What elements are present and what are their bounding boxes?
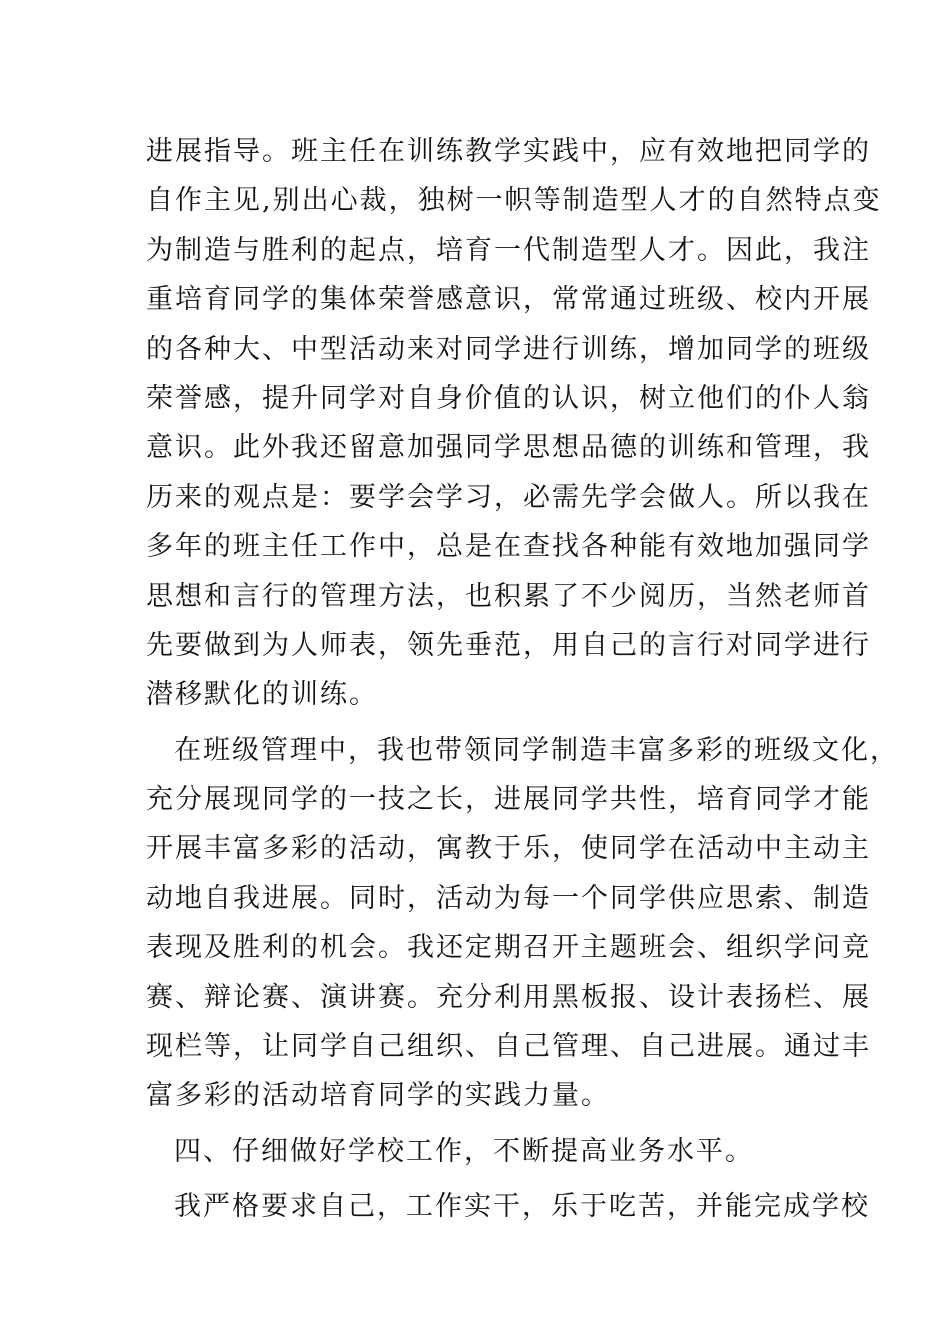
- text-line: 我严格要求自己，工作实干，乐于吃苦，并能完成学校: [174, 1191, 870, 1223]
- text-line: 在班级管理中，我也带领同学制造丰富多彩的班级文化，: [174, 734, 899, 766]
- paragraph-school-work: [146, 1182, 870, 1231]
- text-line: 潜移默化的训练。: [146, 679, 378, 711]
- text-line: 富多彩的活动培育同学的实践力量。: [146, 1080, 610, 1112]
- text-line: 开展丰富多彩的活动，寓教于乐，使同学在活动中主动主: [146, 833, 871, 865]
- text-line: 历来的观点是：要学会学习，必需先学会做人。所以我在: [146, 481, 871, 513]
- text-line: 进展指导。班主任在训练教学实践中，应有效地把同学的: [146, 136, 871, 167]
- text-line: 重培育同学的集体荣誉感意识，常常通过班级、校内开展: [146, 284, 871, 316]
- text-line: 动地自我进展。同时，活动为每一个同学供应思索、制造: [146, 882, 871, 914]
- text-line: 现栏等，让同学自己组织、自己管理、自己进展。通过丰: [146, 1031, 871, 1063]
- text-line: 赛、辩论赛、演讲赛。充分利用黑板报、设计表扬栏、展: [146, 981, 871, 1013]
- text-line: 表现及胜利的机会。我还定期召开主题班会、组织学问竞: [146, 932, 871, 964]
- document-body: [146, 127, 899, 1232]
- text-line: 为制造与胜利的起点，培育一代制造型人才。因此，我注: [146, 234, 871, 266]
- text-line: 荣誉感，提升同学对自身价值的认识，树立他们的仆人翁: [146, 382, 871, 414]
- text-line: 意识。此外我还留意加强同学思想品德的训练和管理，我: [146, 432, 871, 464]
- text-line: 思想和言行的管理方法，也积累了不少阅历，当然老师首: [146, 580, 871, 612]
- text-line: 充分展现同学的一技之长，进展同学共性，培育同学才能: [146, 784, 871, 816]
- paragraph-continued: [146, 127, 882, 720]
- text-line: 的各种大、中型活动来对同学进行训练，增加同学的班级: [146, 333, 871, 365]
- text-line: 多年的班主任工作中，总是在查找各种能有效地加强同学: [146, 531, 871, 563]
- paragraph-class-culture: [146, 726, 899, 1121]
- text-line: 自作主见,别出心裁，独树一帜等制造型人才的自然特点变: [146, 185, 882, 217]
- section-heading: 四、仔细做好学校工作，不断提高业务水平。: [174, 1135, 754, 1167]
- text-line: 先要做到为人师表，领先垂范，用自己的言行对同学进行: [146, 629, 871, 661]
